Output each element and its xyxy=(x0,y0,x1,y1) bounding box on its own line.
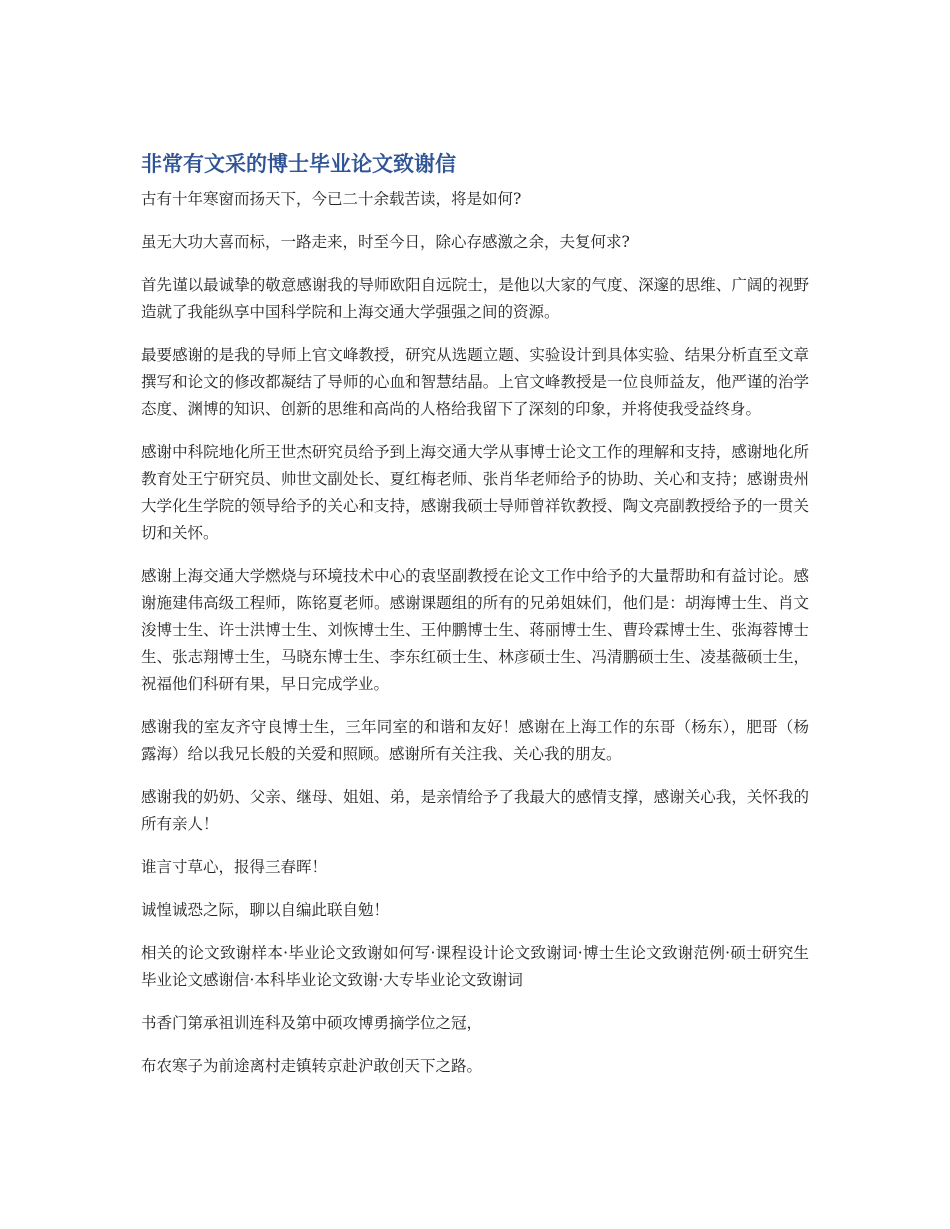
paragraph-thanks-group: 感谢上海交通大学燃烧与环境技术中心的袁坚副教授在论文工作中给予的大量帮助和有益讨论。感谢施建伟高级工程师，陈铭夏老师。感谢课题组的所有的兄弟姐妹们，他们是：胡海博士生、肖文浚博士生、许士洪博士生、刘恢博士生、王仲鹏博士生、蒋丽博士生、曹玲霖博士生、张海蓉博士生、张志翔博士生，马晓东博士生、李东红硕士生、林彦硕士生、冯清鹏硕士生、凌基薇硕士生，祝福他们科研有果，早日完成学业。 xyxy=(141,567,809,693)
paragraph-intro: 古有十年寒窗而扬天下，今已二十余载苦读，将是如何? xyxy=(141,190,522,208)
paragraph-poem-line: 谁言寸草心，报得三春晖！ xyxy=(141,858,328,876)
paragraph-related-links: 相关的论文致谢样本·毕业论文致谢如何写·课程设计论文致谢词·博士生论文致谢范例·硕士研究生毕业论文感谢信·本科毕业论文致谢·大专毕业论文致谢词 xyxy=(141,944,809,989)
paragraph-couplet-first: 书香门第承祖训连科及第中硕攻博勇摘学位之冠， xyxy=(141,1014,483,1032)
document-title: 非常有文采的博士毕业论文致谢信 xyxy=(141,152,456,176)
paragraph-question: 虽无大功大喜而标，一路走来，时至今日，除心存感激之余，夫复何求? xyxy=(141,233,630,251)
paragraph-thanks-advisor: 最要感谢的是我的导师上官文峰教授，研究从选题立题、实验设计到具体实验、结果分析直至文章撰写和论文的修改都凝结了导师的心血和智慧结晶。上官文峰教授是一位良师益友，他严谨的治学态度、渊博的知识、创新的思维和高尚的人格给我留下了深刻的印象，并将使我受益终身。 xyxy=(141,346,809,418)
paragraph-thanks-friends: 感谢我的室友齐守良博士生，三年同室的和谐和友好！感谢在上海工作的东哥（杨东），肥哥（杨露海）给以我兄长般的关爱和照顾。感谢所有关注我、关心我的朋友。 xyxy=(141,718,809,763)
document-body xyxy=(141,150,809,1096)
paragraph-couplet-intro: 诚惶诚恐之际，聊以自编此联自勉！ xyxy=(141,901,390,919)
paragraph-thanks-academician: 首先谨以最诚挚的敬意感谢我的导师欧阳自远院士，是他以大家的气度、深邃的思维、广阔的视野造就了我能纵享中国科学院和上海交通大学强强之间的资源。 xyxy=(141,276,809,321)
paragraph-couplet-second: 布农寒子为前途离村走镇转京赴沪敢创天下之路。 xyxy=(141,1057,483,1075)
paragraph-thanks-family: 感谢我的奶奶、父亲、继母、姐姐、弟，是亲情给予了我最大的感情支撑，感谢关心我，关怀我的所有亲人！ xyxy=(141,788,809,833)
paragraph-thanks-institute: 感谢中科院地化所王世杰研究员给予到上海交通大学从事博士论文工作的理解和支持，感谢地化所教育处王宁研究员、帅世文副处长、夏红梅老师、张肖华老师给予的协助、关心和支持；感谢贵州大学化生学院的领导给予的关心和支持，感谢我硕士导师曾祥钦教授、陶文亮副教授给予的一贯关切和关怀。 xyxy=(141,443,809,542)
